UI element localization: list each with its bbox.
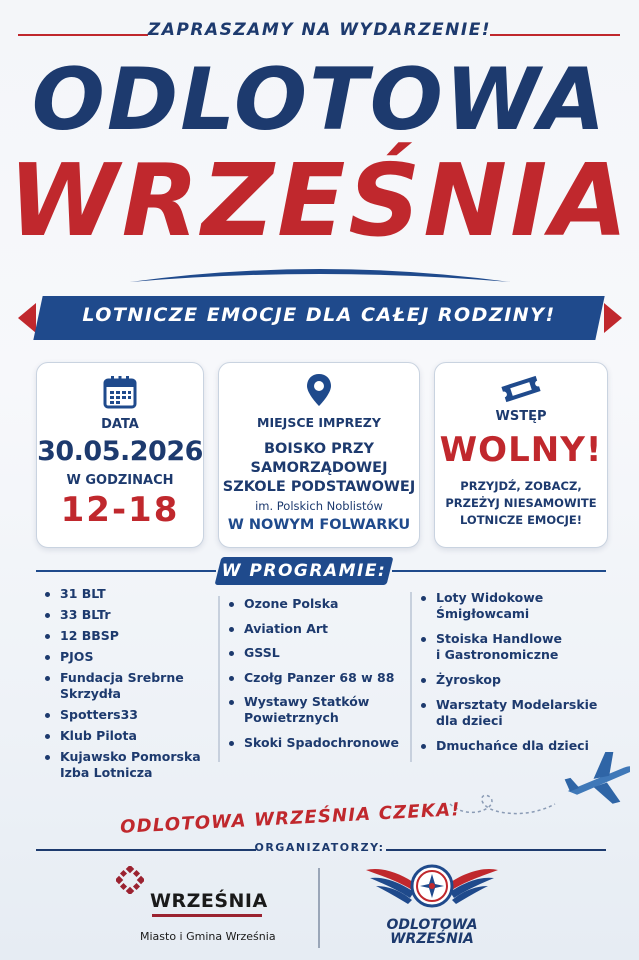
program-item: PJOS xyxy=(42,649,217,665)
place-school-name: im. Polskich Noblistów xyxy=(255,499,383,513)
program-title: W PROGRAMIE: xyxy=(221,561,387,581)
program-item: Dmuchańce dla dzieci xyxy=(418,738,618,754)
entry-line-1: PRZYJDŹ, ZOBACZ, xyxy=(460,479,582,493)
program-item: Stoiska Handlowe i Gastronomiczne xyxy=(418,631,618,663)
place-label: MIEJSCE IMPREZY xyxy=(257,415,381,430)
column-divider-1 xyxy=(218,596,220,762)
hours-label: W GODZINACH xyxy=(66,473,174,488)
title-line-2: WRZEŚNIA xyxy=(8,142,631,259)
place-line-3: SZKOLE PODSTAWOWEJ xyxy=(222,479,416,495)
city-emblem-icon xyxy=(116,866,144,894)
tagline-text: LOTNICZE EMOCJE DLA CAŁEJ RODZINY! xyxy=(82,304,556,326)
date-card xyxy=(36,362,204,548)
program-column-2 xyxy=(226,596,411,759)
program-item: Loty Widokowe Śmigłowcami xyxy=(418,590,618,622)
wrzesnia-city-logo xyxy=(116,866,292,946)
entry-line-2: PRZEŻYJ NIESAMOWITE xyxy=(445,496,597,510)
program-item: Wystawy Statków Powietrznych xyxy=(226,694,411,726)
map-pin-icon xyxy=(306,373,332,407)
program-item: Ozone Polska xyxy=(226,596,411,612)
org1-underline xyxy=(152,914,262,917)
entry-line-3: LOTNICZE EMOCJE! xyxy=(460,513,582,527)
program-column-3 xyxy=(418,590,618,763)
org1-name: WRZEŚNIA xyxy=(150,890,268,912)
program-item: Fundacja Srebrne Skrzydła xyxy=(42,670,217,702)
organizers-divider xyxy=(318,868,320,948)
date-label: DATA xyxy=(101,417,139,432)
calendar-icon xyxy=(103,375,137,409)
title-swoosh xyxy=(130,262,510,286)
org1-subtitle: Miasto i Gmina Września xyxy=(140,930,276,943)
banner-tip-right xyxy=(604,303,622,333)
org2-line-1: ODLOTOWA xyxy=(386,917,478,933)
odlotowa-wrzesnia-logo xyxy=(362,856,502,956)
airplane-icon xyxy=(440,752,630,822)
column-divider-2 xyxy=(410,592,412,762)
program-item: Aviation Art xyxy=(226,621,411,637)
program-item: Kujawsko Pomorska Izba Lotnicza xyxy=(42,749,217,781)
banner-tip-left xyxy=(18,303,36,333)
program-item: Klub Pilota xyxy=(42,728,217,744)
place-line-2: SAMORZĄDOWEJ xyxy=(250,460,388,476)
organizers-label: ORGANIZATORZY: xyxy=(254,841,385,854)
footer-slogan: ODLOTOWA WRZEŚNIA CZEKA! xyxy=(119,799,462,838)
event-date: 30.05.2026 xyxy=(37,436,203,467)
ticket-icon xyxy=(499,373,543,405)
entry-value: WOLNY! xyxy=(439,430,603,470)
event-wings-emblem-icon xyxy=(362,856,502,920)
program-item: Skoki Spadochronowe xyxy=(226,735,411,751)
place-town: W NOWYM FOLWARKU xyxy=(227,517,411,533)
program-item: Żyroskop xyxy=(418,672,618,688)
program-item: GSSL xyxy=(226,645,411,661)
entry-card xyxy=(434,362,608,548)
program-item: 12 BBSP xyxy=(42,628,217,644)
program-item: Warsztaty Modelarskie dla dzieci xyxy=(418,697,618,729)
title-line-1: ODLOTOWA xyxy=(31,50,608,150)
event-hours: 12-18 xyxy=(60,490,180,530)
program-item: Czołg Panzer 68 w 88 xyxy=(226,670,411,686)
program-item: Spotters33 xyxy=(42,707,217,723)
org2-line-2: WRZEŚNIA xyxy=(390,931,474,947)
invite-text: ZAPRASZAMY NA WYDARZENIE! xyxy=(147,20,492,40)
place-card xyxy=(218,362,420,548)
place-line-1: BOISKO PRZY xyxy=(264,441,374,457)
program-column-1 xyxy=(42,586,217,786)
program-item: 31 BLT xyxy=(42,586,217,602)
program-rule-left xyxy=(36,570,216,572)
program-rule-right xyxy=(392,570,606,572)
program-item: 33 BLTr xyxy=(42,607,217,623)
entry-label: WSTĘP xyxy=(495,409,547,424)
